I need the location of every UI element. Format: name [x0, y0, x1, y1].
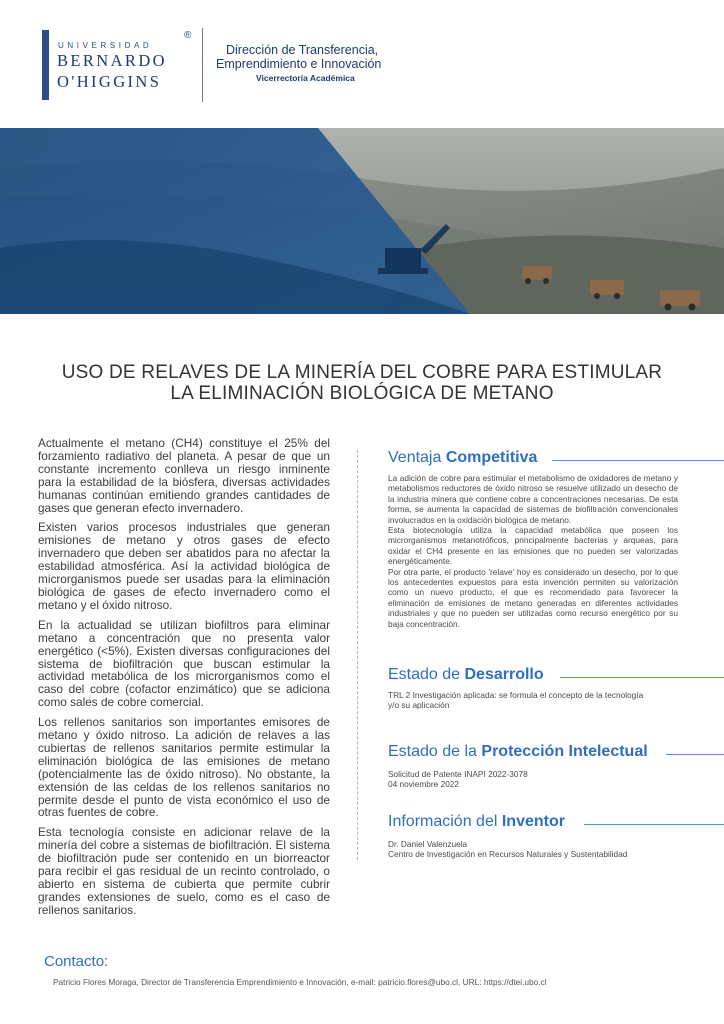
- ventaja-heading: [388, 449, 537, 467]
- desarrollo-heading-light: Estado de: [388, 666, 465, 683]
- ventaja-paragraph: La adición de cobre para estimular el metabolismo de oxidadores de metano y metabolismos reductores de óxido nitroso se resuelve utilizado un desecho de la industria minera que contiene cobre a concentraciones necesarias. De esta forma, se aumenta la capacidad de sistemas de biofiltración convencionales involucrados en la oxidación biológica de metano.: [388, 473, 678, 525]
- ventaja-heading-light: Ventaja: [388, 449, 446, 466]
- body-paragraph: Existen varios procesos industriales que generan emisiones de metano y otros gases de efecto invernadero que deben ser abatidos para no afectar la estabilidad atmosférica. Así la actividad biológica de microrganismos puede ser usadas para la eliminación biológica de gases de efecto invernadero como el metano y el óxido nitroso.: [38, 520, 330, 612]
- logo-registered-mark: ®: [184, 30, 192, 41]
- inventor-affiliation: Centro de Investigación en Recursos Naturales y Sustentabilidad: [388, 849, 628, 860]
- proteccion-heading-bold: Protección Intelectual: [481, 743, 648, 760]
- desarrollo-heading-bold: Desarrollo: [464, 666, 544, 683]
- desarrollo-line: TRL 2 Investigación aplicada: se formula el concepto de la tecnología: [388, 690, 644, 700]
- desarrollo-heading-rule: [560, 677, 724, 678]
- body-paragraph: Esta tecnología consiste en adicionar relave de la minería del cobre a sistemas de biofiltración. El sistema de biofiltración pude ser contenido en un biorreactor para recibir el gas residual de un recinto controlado, o abierto en sistema de cubierta que permite cubrir grandes extensiones de suelo, como es el caso de rellenos sanitarios.: [38, 825, 330, 917]
- inventor-heading: [388, 813, 565, 831]
- body-column: [38, 437, 330, 924]
- contact-details: Patricio Flores Moraga, Director de Transferencia Emprendimiento e Innovación, e-mail: patricio.flores@ubo.cl, URL: https://dtei.ubo.cl: [53, 977, 547, 987]
- contact-title: Contacto:: [44, 953, 109, 970]
- logo-name-line1: BERNARDO: [57, 51, 167, 70]
- logo-name-line2: O'HIGGINS: [57, 72, 162, 91]
- desarrollo-heading: [388, 666, 544, 684]
- ventaja-heading-bold: Competitiva: [445, 449, 538, 466]
- proteccion-line: 04 noviembre 2022: [388, 779, 460, 790]
- department-line3: Vicerrectoría Académica: [256, 73, 355, 83]
- inventor-text: [388, 839, 678, 860]
- inventor-heading-bold: Inventor: [501, 813, 565, 830]
- proteccion-heading: [388, 743, 648, 761]
- desarrollo-line: y/o su aplicación: [388, 700, 450, 711]
- body-paragraph: Los rellenos sanitarios son importantes emisores de metano y óxido nitroso. La adición de relaves a las cubiertas de rellenos sanitarios permite estimular la eliminación biológica de las emisiones de metano (potencialmente las de óxido nitroso). No obstante, la extensión de las celdas de los rellenos sanitarios no permite desde el punto de vista económico el uso de otras fuentes de cobre.: [38, 715, 330, 820]
- proteccion-line: Solicitud de Patente INAPI 2022-3078: [388, 769, 528, 779]
- logo-university-label: UNIVERSIDAD: [58, 41, 153, 50]
- inventor-heading-rule: [584, 824, 724, 825]
- column-divider: [357, 450, 358, 860]
- body-paragraph: Actualmente el metano (CH4) constituye el 25% del forzamiento radiativo del planeta. A pesar de que un constante incremento conlleva un riesgo inminente para la estabilidad de la biósfera, diversas actividades humanas continúan emitiendo grandes cantidades de gases que generan efecto invernadero.: [38, 436, 330, 515]
- department-line1: Dirección de Transferencia,: [226, 43, 379, 57]
- inventor-heading-light: Información del: [388, 813, 502, 830]
- desarrollo-text: [388, 690, 678, 711]
- ventaja-paragraph: Esta biotecnología utiliza la capacidad metabólica que poseen los microrganismos metanotróficos, principalmente bacterias y arqueas, para oxidar el CH4 presente en las emisiones que no pueden ser valorizadas energéticamente.: [388, 525, 678, 567]
- proteccion-heading-light: Estado de la: [388, 743, 482, 760]
- page-title: [30, 362, 694, 404]
- proteccion-text: [388, 769, 678, 790]
- department-line2: Emprendimiento e Innovación: [216, 57, 382, 71]
- logo-bar: [42, 30, 49, 100]
- inventor-name: Dr. Daniel Valenzuela: [388, 839, 468, 849]
- page-title-line1: USO DE RELAVES DE LA MINERÍA DEL COBRE PARA ESTIMULAR: [61, 362, 663, 383]
- ventaja-heading-rule: [552, 460, 724, 461]
- ventaja-paragraph: Por otra parte, el producto 'relave' hoy es considerado un desecho, por lo que los antecedentes expuestos para esta invención permiten su valorización como un nuevo producto, el que es recomendado para favorecer la eliminación de emisiones de metano generadas en diferentes actividades industriales y que no pueden ser utilizadas como recurso energético por su baja concentración.: [388, 566, 678, 629]
- page-title-line2: LA ELIMINACIÓN BIOLÓGICA DE METANO: [170, 383, 554, 404]
- mining-banner-image: [0, 128, 724, 314]
- header-divider: [202, 28, 203, 102]
- body-paragraph: En la actualidad se utilizan biofiltros para eliminar metano a concentración que no presenta valor energético (<5%). Existen diversas configuraciones del sistema de biofiltración que buscan estimular la actividad metabólica de los microrganismos como el caso del cobre (cofactor enzimático) que se adiciona como sales de cobre comercial.: [38, 617, 330, 710]
- ventaja-text: [388, 473, 678, 629]
- proteccion-heading-rule: [666, 754, 724, 755]
